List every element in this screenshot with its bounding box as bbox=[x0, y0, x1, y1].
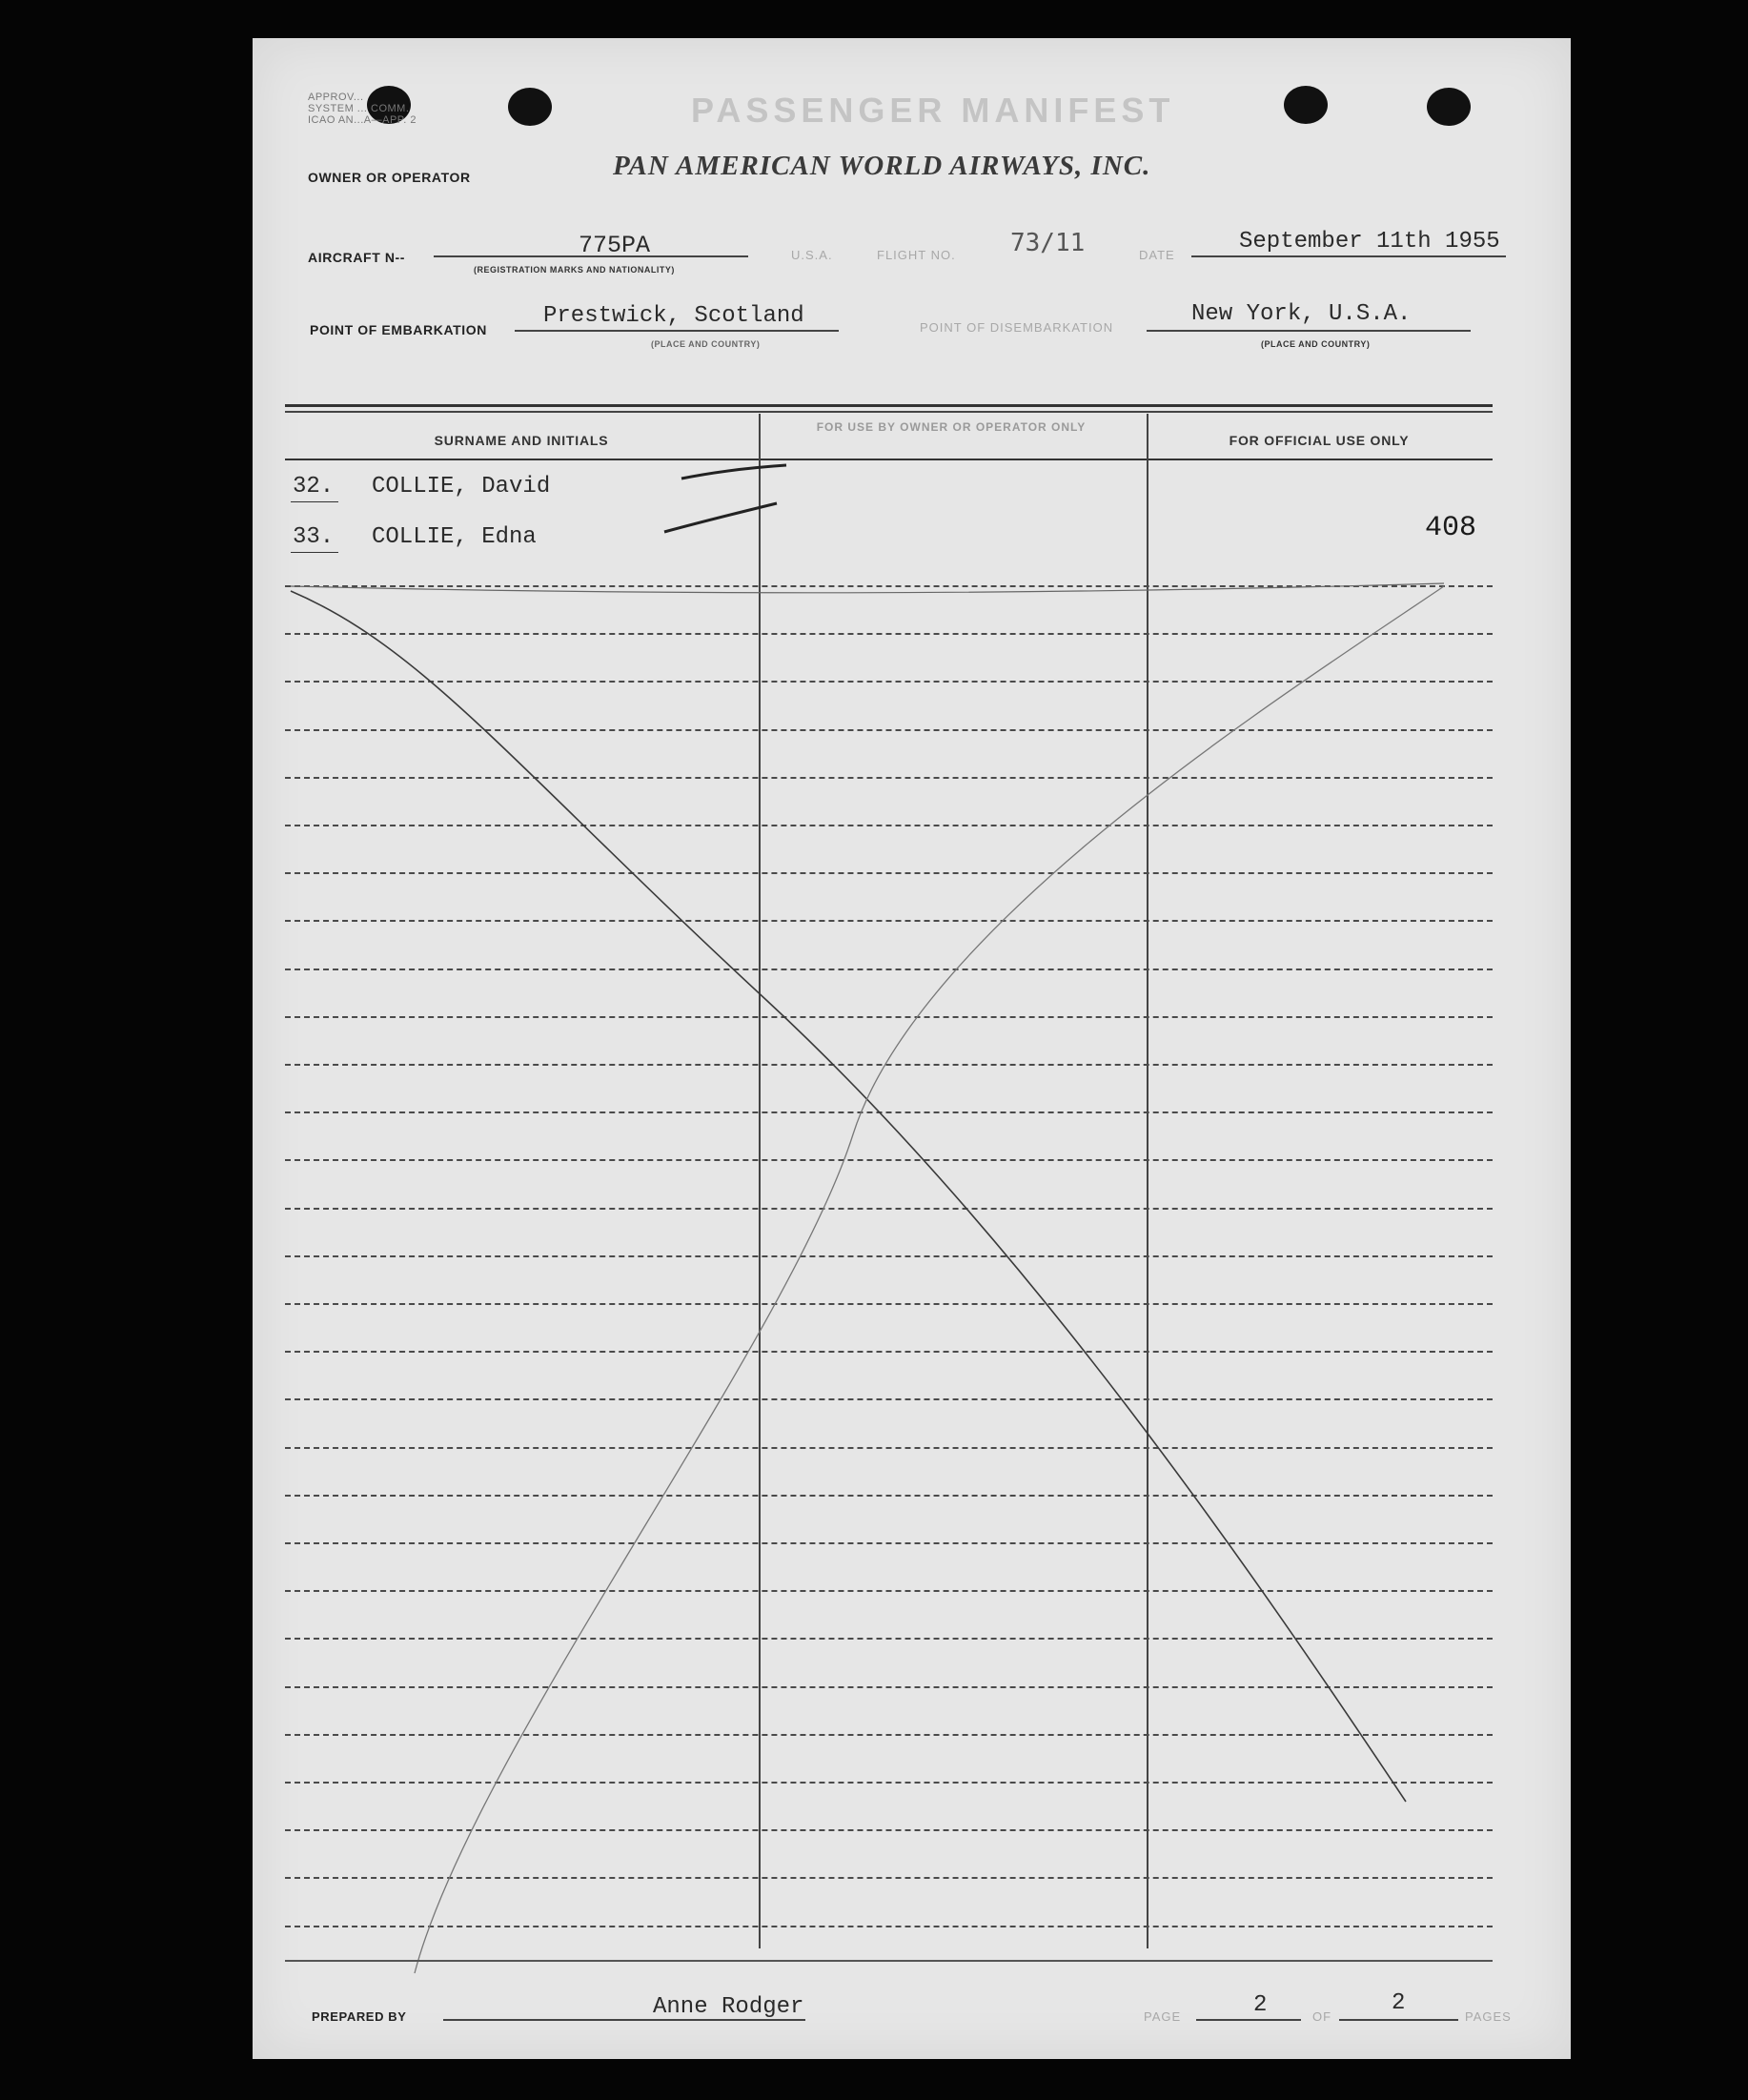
cross-out-line bbox=[291, 583, 1444, 593]
embarkation-label: POINT OF EMBARKATION bbox=[310, 322, 487, 337]
owner-label: OWNER OR OPERATOR bbox=[308, 170, 471, 185]
flight-label: FLIGHT NO. bbox=[877, 248, 956, 262]
registration-caption: (REGISTRATION MARKS AND NATIONALITY) bbox=[474, 265, 675, 275]
prepared-label: PREPARED BY bbox=[312, 2009, 407, 2024]
page-underline bbox=[1196, 2019, 1301, 2021]
row-number: 33. bbox=[293, 524, 335, 550]
disembarkation-label: POINT OF DISEMBARKATION bbox=[920, 320, 1114, 335]
pencil-marks bbox=[253, 38, 1571, 2059]
page-value: 2 bbox=[1253, 1992, 1268, 2018]
manifest-page bbox=[253, 38, 1571, 2059]
flight-value: 73/11 bbox=[1010, 229, 1086, 257]
aircraft-value: 775PA bbox=[579, 232, 651, 259]
official-number: 408 bbox=[1425, 512, 1477, 544]
approval-line: ICAO AN...A—APP. 2 bbox=[308, 114, 417, 126]
of-label: OF bbox=[1312, 2009, 1332, 2024]
airline-stamp: PAN AMERICAN WORLD AIRWAYS, INC. bbox=[613, 151, 1151, 181]
page-label: PAGE bbox=[1144, 2009, 1182, 2024]
passenger-name: COLLIE, Edna bbox=[372, 524, 537, 550]
check-mark bbox=[664, 503, 777, 532]
row-number: 32. bbox=[293, 474, 335, 500]
disembarkation-caption: (PLACE AND COUNTRY) bbox=[1261, 339, 1371, 349]
date-value: September 11th 1955 bbox=[1239, 229, 1500, 255]
form-title: PASSENGER MANIFEST bbox=[691, 91, 1175, 130]
aircraft-label: AIRCRAFT N-- bbox=[308, 250, 406, 265]
check-mark bbox=[681, 465, 786, 479]
of-underline bbox=[1339, 2019, 1458, 2021]
header-surname: SURNAME AND INITIALS bbox=[434, 433, 609, 448]
cross-out-line bbox=[415, 586, 1444, 1973]
disembarkation-value: New York, U.S.A. bbox=[1191, 301, 1412, 327]
passenger-name: COLLIE, David bbox=[372, 474, 551, 500]
prepared-value: Anne Rodger bbox=[653, 1994, 804, 2020]
embarkation-caption: (PLACE AND COUNTRY) bbox=[651, 339, 761, 349]
pages-label: PAGES bbox=[1465, 2009, 1512, 2024]
approval-line: SYSTEM ... COMM. bbox=[308, 103, 410, 114]
approval-line: APPROV... bbox=[308, 92, 364, 103]
embarkation-value: Prestwick, Scotland bbox=[543, 303, 804, 329]
usa-label: U.S.A. bbox=[791, 248, 833, 262]
header-owner-use: FOR USE BY OWNER OR OPERATOR ONLY bbox=[816, 420, 1087, 434]
header-official-use: FOR OFFICIAL USE ONLY bbox=[1229, 433, 1410, 448]
of-value: 2 bbox=[1392, 1990, 1406, 2016]
date-label: DATE bbox=[1139, 248, 1175, 262]
cross-out-line bbox=[291, 591, 1406, 1802]
footer-rule bbox=[285, 1960, 1493, 1962]
